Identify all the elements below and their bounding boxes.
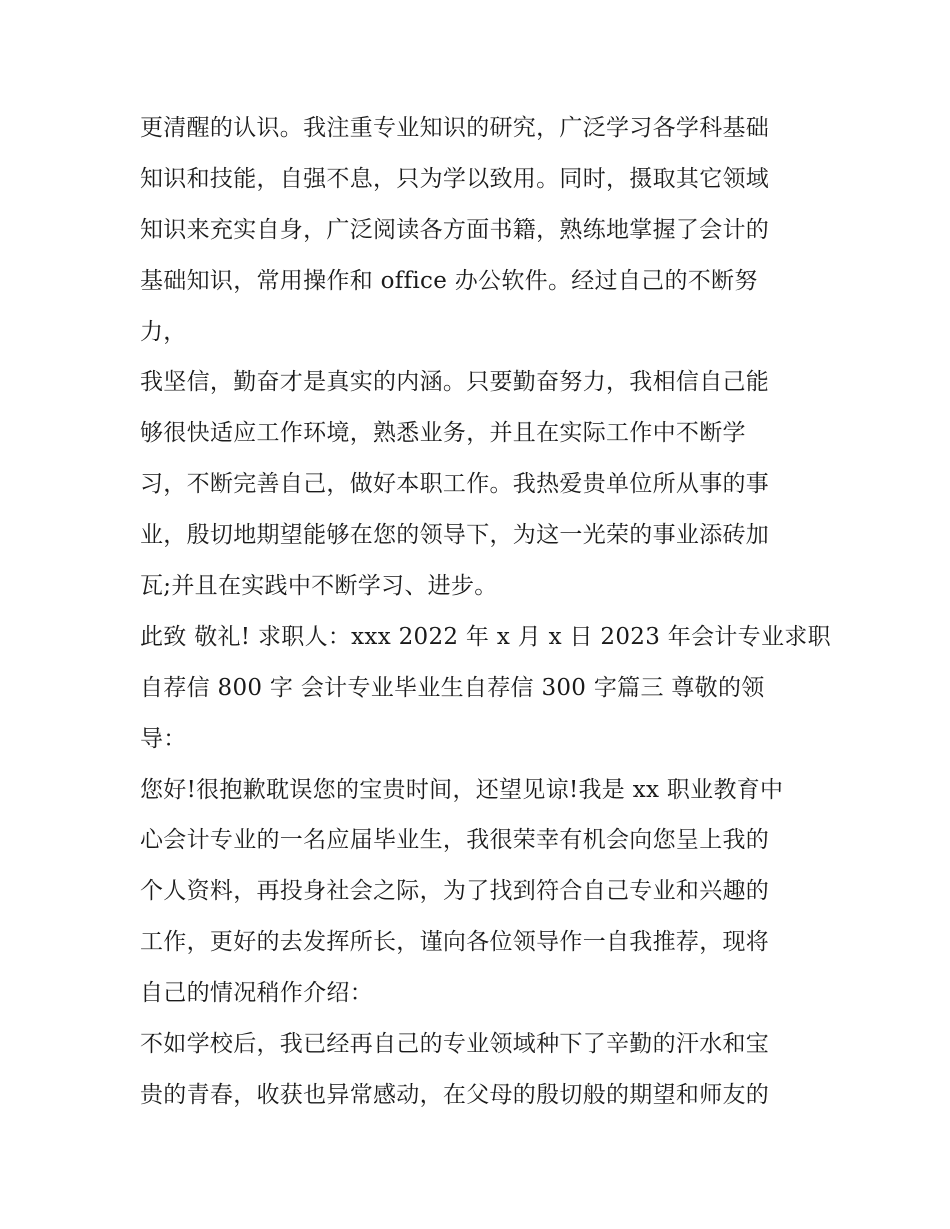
text-line: 个人资料，再投身社会之际，为了找到符合自己专业和兴趣的: [140, 878, 770, 905]
text-line: 知识和技能，自强不息，只为学以致用。同时，摄取其它领域: [140, 165, 770, 192]
text-line: 您好!很抱歉耽误您的宝贵时间，还望见谅!我是 xx 职业教育中: [140, 776, 784, 803]
text-line: 自荐信 800 字 会计专业毕业生自荐信 300 字篇三 尊敬的领: [140, 674, 765, 701]
text-line: 心会计专业的一名应届毕业生，我很荣幸有机会向您呈上我的: [140, 827, 770, 854]
body-text: [140, 103, 831, 1121]
text-line: 工作，更好的去发挥所长，谨向各位领导作一自我推荐，现将: [140, 929, 770, 956]
text-line: 习，不断完善自己，做好本职工作。我热爱贵单位所从事的事: [140, 471, 770, 498]
text-line: 自己的情况稍作介绍：: [140, 980, 373, 1007]
text-line: 不如学校后，我已经再自己的专业领域种下了辛勤的汗水和宝: [140, 1031, 770, 1058]
text-line: 力，: [140, 318, 187, 345]
text-line: 够很快适应工作环境，熟悉业务，并且在实际工作中不断学: [140, 420, 746, 447]
text-line: 导：: [140, 725, 187, 752]
text-line: 此致 敬礼! 求职人：xxx 2022 年 x 月 x 日 2023 年会计专业求职: [140, 623, 831, 650]
text-line: 业，殷切地期望能够在您的领导下，为这一光荣的事业添砖加: [140, 522, 770, 549]
text-line: 瓦;并且在实践中不断学习、进步。: [140, 573, 498, 600]
text-line: 基础知识，常用操作和 office 办公软件。经过自己的不断努: [140, 267, 758, 294]
text-line: 我坚信，勤奋才是真实的内涵。只要勤奋努力，我相信自己能: [140, 369, 770, 396]
text-line: 知识来充实自身，广泛阅读各方面书籍，熟练地掌握了会计的: [140, 216, 770, 243]
text-line: 更清醒的认识。我注重专业知识的研究，广泛学习各学科基础: [140, 115, 770, 141]
text-line: 贵的青春，收获也异常感动，在父母的殷切般的期望和师友的: [140, 1081, 770, 1108]
